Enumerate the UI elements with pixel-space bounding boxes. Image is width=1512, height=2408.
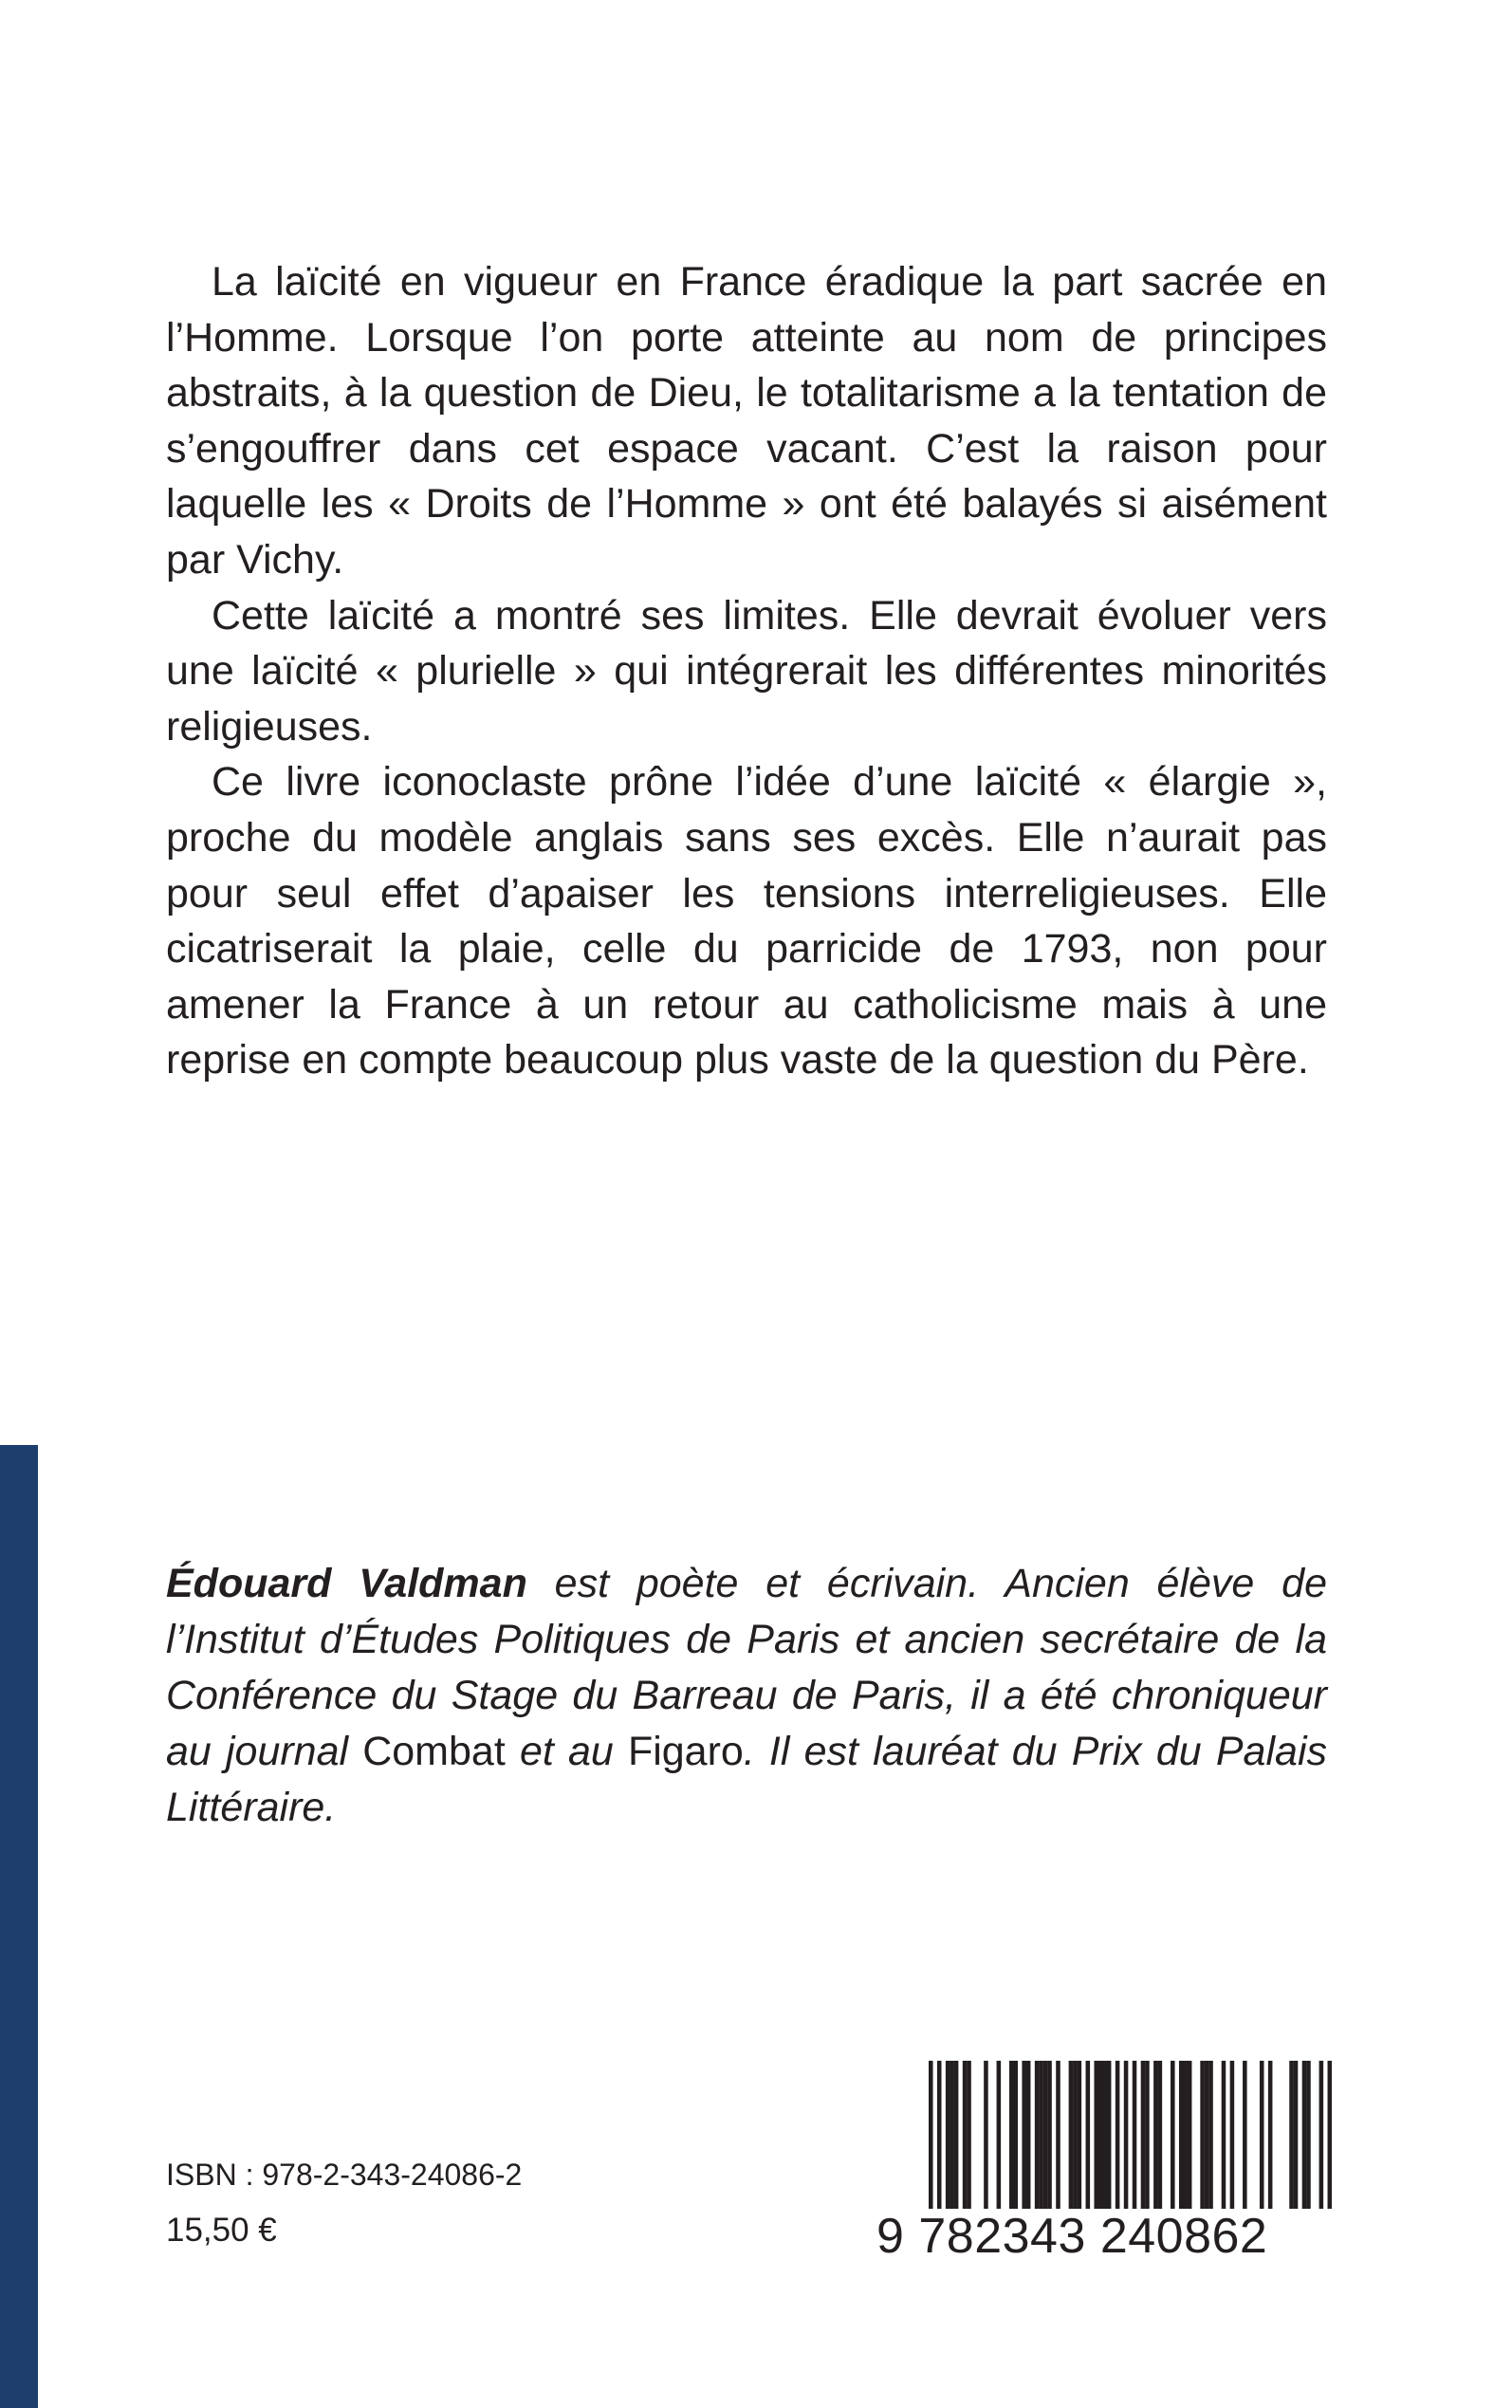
barcode-bar xyxy=(1153,2061,1158,2209)
barcode-guard-bar xyxy=(929,2061,933,2209)
barcode-bar xyxy=(963,2061,968,2209)
bio-text-2: et au xyxy=(505,1729,628,1774)
barcode-bars xyxy=(929,2061,1332,2209)
barcode-bar xyxy=(1073,2061,1078,2209)
author-name: Édouard Valdman xyxy=(166,1561,527,1606)
isbn-label: ISBN : 978-2-343-24086-2 xyxy=(166,2158,523,2192)
barcode-bar xyxy=(967,2061,971,2209)
blurb-paragraph-3: Ce livre iconoclaste prône l’idée d’une laïcité « élargie », proche du modèle anglais sans ses excès. Elle n’aurait pas pour seul effet d’apaiser les tensions interreligieuses. Elle cicatriserait la plaie, celle du parricide de 1793, non pour amener la France à un retour au catholicisme mais à une reprise en compte beaucoup plus vaste de la question du Père. xyxy=(166,759,1327,1084)
barcode-bar xyxy=(1056,2061,1060,2209)
barcode-bar xyxy=(1026,2061,1031,2209)
spine-color-bar xyxy=(0,1445,38,2408)
barcode-bar xyxy=(1094,2061,1098,2209)
barcode-bar xyxy=(997,2061,1002,2209)
barcode-guard-bar xyxy=(1124,2061,1129,2209)
barcode-bar xyxy=(1039,2061,1043,2209)
barcode-bar xyxy=(1116,2061,1120,2209)
barcode-bar xyxy=(1208,2061,1213,2209)
barcode-bar xyxy=(1102,2061,1107,2209)
barcode-bar xyxy=(1289,2061,1294,2209)
barcode-bar xyxy=(1086,2061,1091,2209)
barcode-bar xyxy=(1200,2061,1205,2209)
barcode-bar xyxy=(1171,2061,1175,2209)
blurb-paragraph-2: Cette laïcité a montré ses limites. Elle devrait évoluer vers une laïcité « plurielle » qui intégrerait les différentes minorités religieuses. xyxy=(166,592,1327,750)
barcode-bar xyxy=(1022,2061,1026,2209)
bio-text-1: est poète et écrivain. Ancien élève de l’Institut d’Études Politiques de Paris et ancien secrétaire de la Conférence du Stage du Barreau de Paris, il a été chroniqueur au journal xyxy=(166,1561,1327,1774)
barcode-icon xyxy=(876,2061,1337,2265)
barcode-bar xyxy=(1302,2061,1307,2209)
barcode-bar xyxy=(1260,2061,1264,2209)
barcode-bar xyxy=(946,2061,950,2209)
barcode-bar xyxy=(1158,2061,1163,2209)
price-label: 15,50 € xyxy=(166,2212,277,2249)
barcode-bar xyxy=(984,2061,988,2209)
barcode-bar xyxy=(1098,2061,1103,2209)
barcode-bar xyxy=(1294,2061,1299,2209)
barcode-bar xyxy=(1043,2061,1048,2209)
barcode-bar xyxy=(1035,2061,1040,2209)
barcode-bar xyxy=(1243,2061,1247,2209)
barcode-bar xyxy=(1222,2061,1226,2209)
bio-journal-combat: Combat xyxy=(362,1729,506,1774)
author-bio xyxy=(166,1556,1327,1836)
barcode-bar xyxy=(1230,2061,1235,2209)
bio-journal-figaro: Figaro xyxy=(627,1729,744,1774)
barcode-bar xyxy=(1188,2061,1192,2209)
barcode-bar xyxy=(954,2061,959,2209)
barcode-bar xyxy=(1205,2061,1209,2209)
barcode-bar xyxy=(1141,2061,1146,2209)
blurb-text xyxy=(166,254,1327,1088)
barcode-guard-bar xyxy=(937,2061,942,2209)
barcode-bar xyxy=(1047,2061,1052,2209)
barcode-guard-bar xyxy=(1133,2061,1137,2209)
barcode-bar xyxy=(1009,2061,1014,2209)
barcode-bar xyxy=(1013,2061,1018,2209)
barcode-digits: 9 782343 240862 xyxy=(876,2209,1268,2264)
barcode-bar xyxy=(1069,2061,1074,2209)
barcode-bar xyxy=(1145,2061,1150,2209)
barcode-bar xyxy=(1179,2061,1184,2209)
blurb-paragraph-1: La laïcité en vigueur en France éradique la part sacrée en l’Homme. Lorsque l’on porte atteinte au nom de principes abstraits, à la question de Dieu, le totalitarisme a la tentation de s’engouffrer dans cet espace vacant. C’est la raison pour laquelle les « Droits de l’Homme » ont été balayés si aisément par Vichy. xyxy=(166,259,1327,583)
barcode-bar xyxy=(1306,2061,1311,2209)
barcode-bar xyxy=(1268,2061,1273,2209)
barcode-guard-bar xyxy=(1319,2061,1324,2209)
barcode-guard-bar xyxy=(1328,2061,1332,2209)
barcode-bar xyxy=(1183,2061,1188,2209)
barcode-bar xyxy=(1078,2061,1082,2209)
barcode-bar xyxy=(1107,2061,1112,2209)
barcode-bar xyxy=(950,2061,954,2209)
bio-text-3: . Il est lauréat du Prix du Palais Littéraire. xyxy=(166,1729,1327,1830)
